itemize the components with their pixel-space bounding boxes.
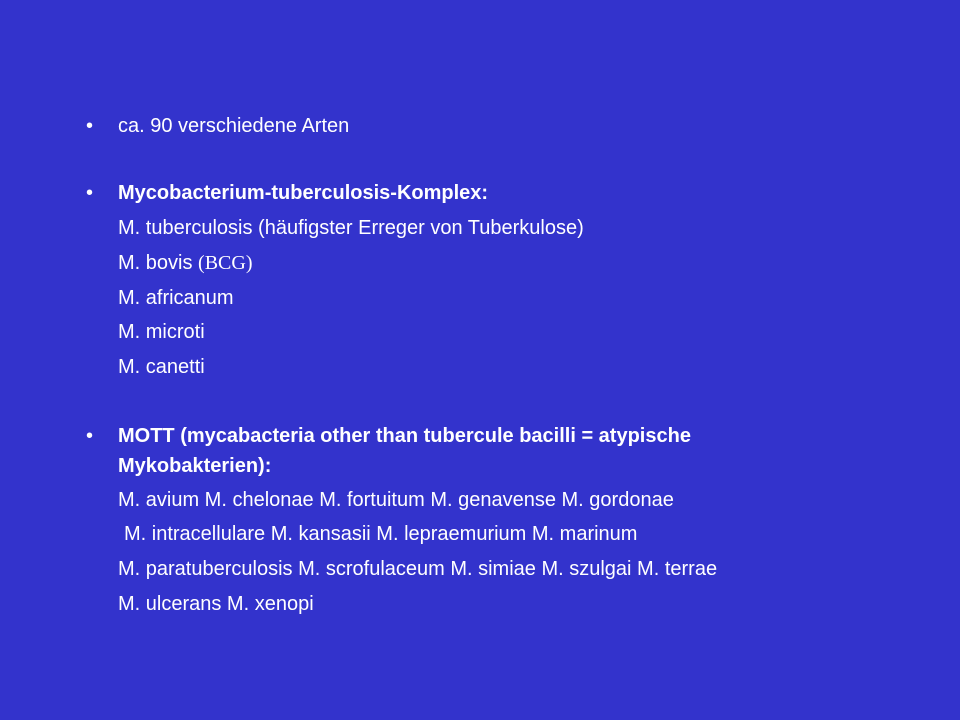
item-3-line-2: M. intracellulare M. kansasii M. lepraemurium M. marinum: [124, 523, 638, 545]
item-2-heading: Mycobacterium-tuberculosis-Komplex:: [118, 182, 489, 204]
item-2-line-2: [118, 251, 252, 275]
item-2-line-5: M. canetti: [118, 356, 205, 378]
item-3-heading-line-1: MOTT (mycabacteria other than tubercule bacilli = atypische: [118, 425, 691, 447]
item-2-line-3: M. africanum: [118, 287, 234, 309]
item-3-line-1: M. avium M. chelonae M. fortuitum M. genavense M. gordonae: [118, 489, 674, 511]
item-2-line-2-text: M. bovis: [118, 252, 199, 274]
item-2-line-1: M. tuberculosis (häufigster Erreger von Tuberkulose): [118, 217, 584, 239]
item-3-line-3: M. paratuberculosis M. scrofulaceum M. simiae M. szulgai M. terrae: [118, 558, 718, 580]
item-2-bcg-suffix: (BCG): [198, 252, 253, 274]
item-1-text: ca. 90 verschiedene Arten: [118, 115, 350, 137]
bullet-marker: •: [86, 115, 94, 137]
bullet-marker: •: [86, 182, 94, 204]
item-3-line-4: M. ulcerans M. xenopi: [118, 593, 314, 615]
item-3-heading-line-2: Mykobakterien):: [118, 455, 272, 477]
bullet-marker: •: [86, 425, 94, 447]
item-2-line-4: M. microti: [118, 321, 205, 343]
